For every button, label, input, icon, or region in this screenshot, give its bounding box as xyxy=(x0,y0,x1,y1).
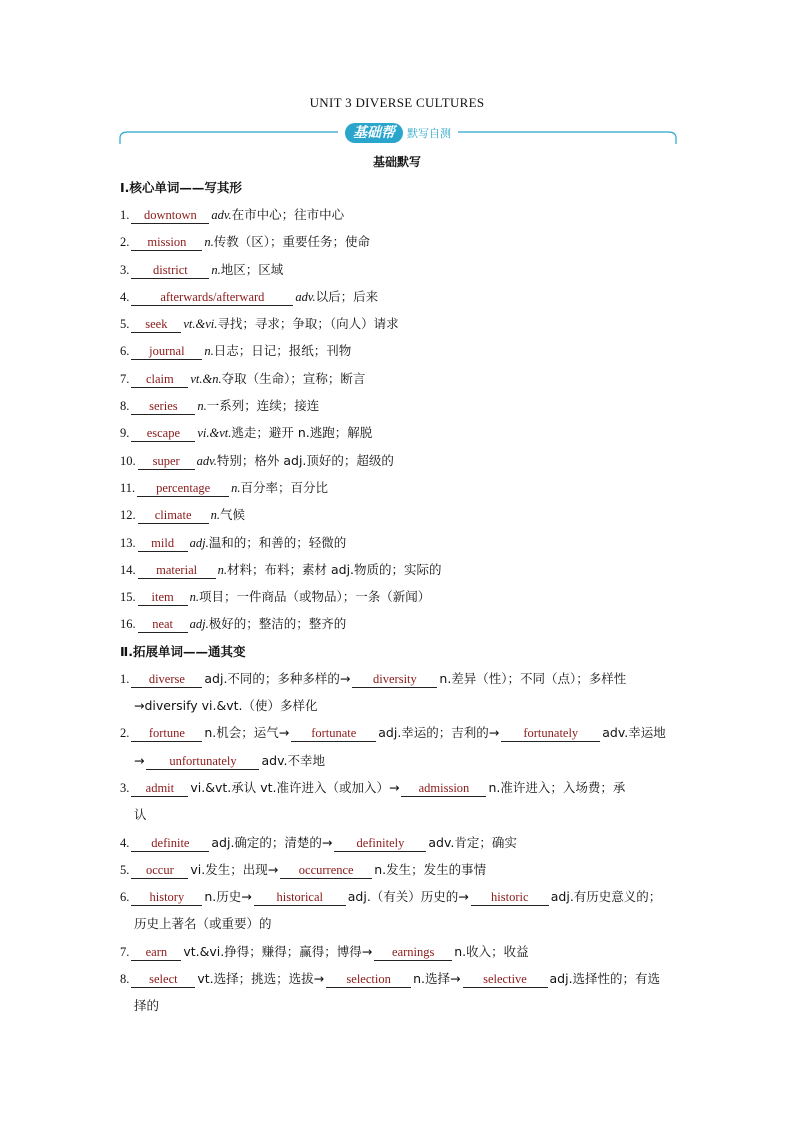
list-item xyxy=(120,423,680,450)
item-text: 认 xyxy=(134,807,147,823)
list-item xyxy=(120,232,680,259)
item-continuation xyxy=(120,696,680,723)
answer-blank[interactable]: journal xyxy=(131,344,202,360)
part-of-speech: adv. xyxy=(295,289,316,304)
answer-blank[interactable]: afterwards/afterward xyxy=(131,290,293,306)
list-item xyxy=(120,533,680,560)
part-of-speech: vt.&n. xyxy=(190,371,222,386)
item-number: 15. xyxy=(120,590,136,605)
item-meaning: 气候 xyxy=(220,507,246,523)
item-number: 1. xyxy=(120,208,130,222)
item-meaning: 一系列；连续；接连 xyxy=(206,398,320,414)
item-text: n.差异（性）；不同（点）；多样性 xyxy=(439,670,627,686)
item-text: 历史上著名（或重要）的 xyxy=(134,916,272,932)
banner-badge-sub: 默写自测 xyxy=(407,127,451,140)
item-meaning: 地区；区域 xyxy=(220,261,284,277)
list-item xyxy=(120,287,680,314)
answer-blank[interactable]: seek xyxy=(131,317,181,333)
item-meaning: 日志；日记；报纸；刊物 xyxy=(213,343,352,359)
answer-blank[interactable]: definite xyxy=(131,836,209,852)
item-number: 6. xyxy=(120,344,130,359)
item-number: 6. xyxy=(120,890,130,905)
list-item xyxy=(120,860,680,887)
list-item xyxy=(120,587,680,614)
answer-blank[interactable]: history xyxy=(131,890,202,906)
item-meaning: 极好的；整洁的；整齐的 xyxy=(208,616,347,632)
answer-blank[interactable]: neat xyxy=(138,617,188,633)
answer-blank[interactable]: earn xyxy=(131,945,181,961)
list-item xyxy=(120,833,680,860)
item-number: 3. xyxy=(120,780,130,795)
item-number: 10. xyxy=(120,453,136,468)
answer-blank[interactable]: occur xyxy=(131,863,188,879)
unit-title: UNIT 3 DIVERSE CULTURES xyxy=(309,95,485,110)
list-item xyxy=(120,369,680,396)
item-meaning: 传教（区）；重要任务；使命 xyxy=(213,234,371,250)
answer-blank[interactable]: claim xyxy=(131,372,188,388)
answer-blank[interactable]: mission xyxy=(131,235,202,251)
item-text: → xyxy=(134,752,145,768)
banner-badge-main: 基础帮 xyxy=(345,123,403,143)
part2-list xyxy=(120,669,680,1024)
item-number: 7. xyxy=(120,371,130,386)
list-item xyxy=(120,887,680,914)
section-title: 基础默写 xyxy=(372,155,421,169)
item-text: vt.&vi.挣得；赚得；赢得；博得→ xyxy=(183,943,373,959)
answer-blank[interactable]: fortunate xyxy=(291,726,376,742)
part-of-speech: n. xyxy=(211,262,221,277)
item-number: 16. xyxy=(120,617,136,632)
item-meaning: 材料；布料；素材 adj.物质的；实际的 xyxy=(227,561,442,577)
part-of-speech: n. xyxy=(189,590,199,605)
item-continuation xyxy=(120,996,680,1023)
part-of-speech: adv. xyxy=(196,453,217,468)
item-number: 1. xyxy=(120,671,130,686)
answer-blank[interactable]: diversity xyxy=(352,672,437,688)
answer-blank[interactable]: admit xyxy=(131,781,188,797)
answer-blank[interactable]: select xyxy=(131,972,195,988)
item-text: adv.幸运地 xyxy=(602,725,666,741)
answer-blank[interactable]: occurrence xyxy=(280,863,372,879)
item-text: adj.不同的；多种多样的→ xyxy=(204,670,351,686)
item-text: n.选择→ xyxy=(413,971,461,987)
item-meaning: 项目；一件商品（或物品）；一条（新闻） xyxy=(199,589,431,605)
list-item xyxy=(120,478,680,505)
answer-blank[interactable]: fortunately xyxy=(501,726,600,742)
item-meaning: 以后；后来 xyxy=(315,288,379,304)
answer-blank[interactable]: escape xyxy=(131,426,195,442)
item-continuation xyxy=(120,751,680,778)
list-item xyxy=(120,396,680,423)
item-number: 12. xyxy=(120,508,136,523)
item-meaning: 寻找；寻求；争取；（向人）请求 xyxy=(217,316,399,332)
part-of-speech: adv. xyxy=(211,208,232,222)
answer-blank[interactable]: mild xyxy=(138,536,188,552)
list-item xyxy=(120,260,680,287)
answer-blank[interactable]: super xyxy=(138,454,195,470)
item-meaning: 逃走；避开 n.逃跑；解脱 xyxy=(231,425,373,441)
item-number: 3. xyxy=(120,262,130,277)
answer-blank[interactable]: series xyxy=(131,399,195,415)
list-item xyxy=(120,669,680,696)
item-number: 11. xyxy=(120,480,136,495)
item-meaning: 温和的；和善的；轻微的 xyxy=(208,534,347,550)
item-text: n.发生；发生的事情 xyxy=(374,861,487,877)
part2-title: Ⅱ.拓展单词——通其变 xyxy=(120,643,246,659)
item-continuation xyxy=(120,805,680,832)
answer-blank[interactable]: diverse xyxy=(131,672,202,688)
part1-title: Ⅰ.核心单词——写其形 xyxy=(120,180,242,195)
part-of-speech: adj. xyxy=(189,617,209,632)
item-text: adj.幸运的；吉利的→ xyxy=(378,725,500,741)
list-item xyxy=(120,314,680,341)
part-of-speech: n. xyxy=(204,235,214,250)
item-number: 8. xyxy=(120,399,130,414)
item-text: adj.确定的；清楚的→ xyxy=(211,834,333,850)
answer-blank[interactable]: earnings xyxy=(374,945,452,961)
answer-blank[interactable]: admission xyxy=(401,781,486,797)
item-text: n.准许进入；入场费；承 xyxy=(488,779,626,795)
answer-blank[interactable]: selection xyxy=(326,972,411,988)
banner-badge xyxy=(340,122,456,144)
item-number: 2. xyxy=(120,726,130,741)
answer-blank[interactable]: historical xyxy=(254,890,346,906)
item-text: vi.发生；出现→ xyxy=(190,861,279,877)
item-text: vi.&vt.承认 vt.准许进入（或加入）→ xyxy=(190,779,400,795)
item-text: →diversify vi.&vt.（使）多样化 xyxy=(134,698,318,714)
list-item xyxy=(120,723,680,750)
answer-blank[interactable]: unfortunately xyxy=(146,754,259,770)
item-meaning: 百分率；百分比 xyxy=(240,479,329,495)
answer-blank[interactable]: percentage xyxy=(137,481,229,497)
answer-blank[interactable]: material xyxy=(138,563,216,579)
item-number: 7. xyxy=(120,944,130,959)
answer-blank[interactable]: historic xyxy=(471,890,549,906)
answer-blank[interactable]: selective xyxy=(463,972,548,988)
part-of-speech: vi.&vt. xyxy=(197,426,232,441)
answer-blank[interactable]: downtown xyxy=(131,208,209,224)
section-banner xyxy=(118,118,678,148)
answer-blank[interactable]: climate xyxy=(138,508,209,524)
item-text: n.机会；运气→ xyxy=(204,725,290,741)
list-item xyxy=(120,942,680,969)
part-of-speech: n. xyxy=(197,399,207,414)
item-text: n.历史→ xyxy=(204,889,252,905)
part-of-speech: n. xyxy=(231,480,241,495)
list-item xyxy=(120,778,680,805)
part-of-speech: vt.&vi. xyxy=(183,317,218,332)
part-of-speech: n. xyxy=(217,562,227,577)
item-number: 2. xyxy=(120,235,130,250)
item-number: 8. xyxy=(120,972,130,987)
item-text: 择的 xyxy=(134,998,160,1014)
list-item xyxy=(120,205,680,232)
item-number: 4. xyxy=(120,835,130,850)
item-text: adj.选择性的；有选 xyxy=(549,971,661,987)
list-item xyxy=(120,341,680,368)
item-text: adv.肯定；确实 xyxy=(428,834,517,850)
item-meaning: 夺取（生命）；宣称；断言 xyxy=(221,370,366,386)
item-meaning: 在市中心；往市中心 xyxy=(231,207,345,222)
item-number: 4. xyxy=(120,289,130,304)
item-number: 5. xyxy=(120,862,130,877)
answer-blank[interactable]: definitely xyxy=(334,836,426,852)
list-item xyxy=(120,505,680,532)
item-text: vt.选择；挑选；选拔→ xyxy=(197,971,325,987)
part-of-speech: adj. xyxy=(189,535,209,550)
list-item xyxy=(120,614,680,641)
part1-list xyxy=(120,205,680,642)
part-of-speech: n. xyxy=(210,508,220,523)
item-text: adv.不幸地 xyxy=(261,752,325,768)
part-of-speech: n. xyxy=(204,344,214,359)
item-text: n.收入；收益 xyxy=(454,943,529,959)
item-text: adj.有历史意义的； xyxy=(550,889,662,905)
item-number: 14. xyxy=(120,562,136,577)
answer-blank[interactable]: item xyxy=(138,590,188,606)
item-number: 5. xyxy=(120,317,130,332)
list-item xyxy=(120,451,680,478)
exercise-content xyxy=(120,178,680,1024)
item-meaning: 特别；格外 adj.顶好的；超级的 xyxy=(216,452,394,468)
list-item xyxy=(120,969,680,996)
item-number: 9. xyxy=(120,426,130,441)
list-item xyxy=(120,560,680,587)
item-text: adj.（有关）历史的→ xyxy=(347,889,469,905)
answer-blank[interactable]: fortune xyxy=(131,726,202,742)
answer-blank[interactable]: district xyxy=(131,263,209,279)
item-continuation xyxy=(120,914,680,941)
item-number: 13. xyxy=(120,535,136,550)
